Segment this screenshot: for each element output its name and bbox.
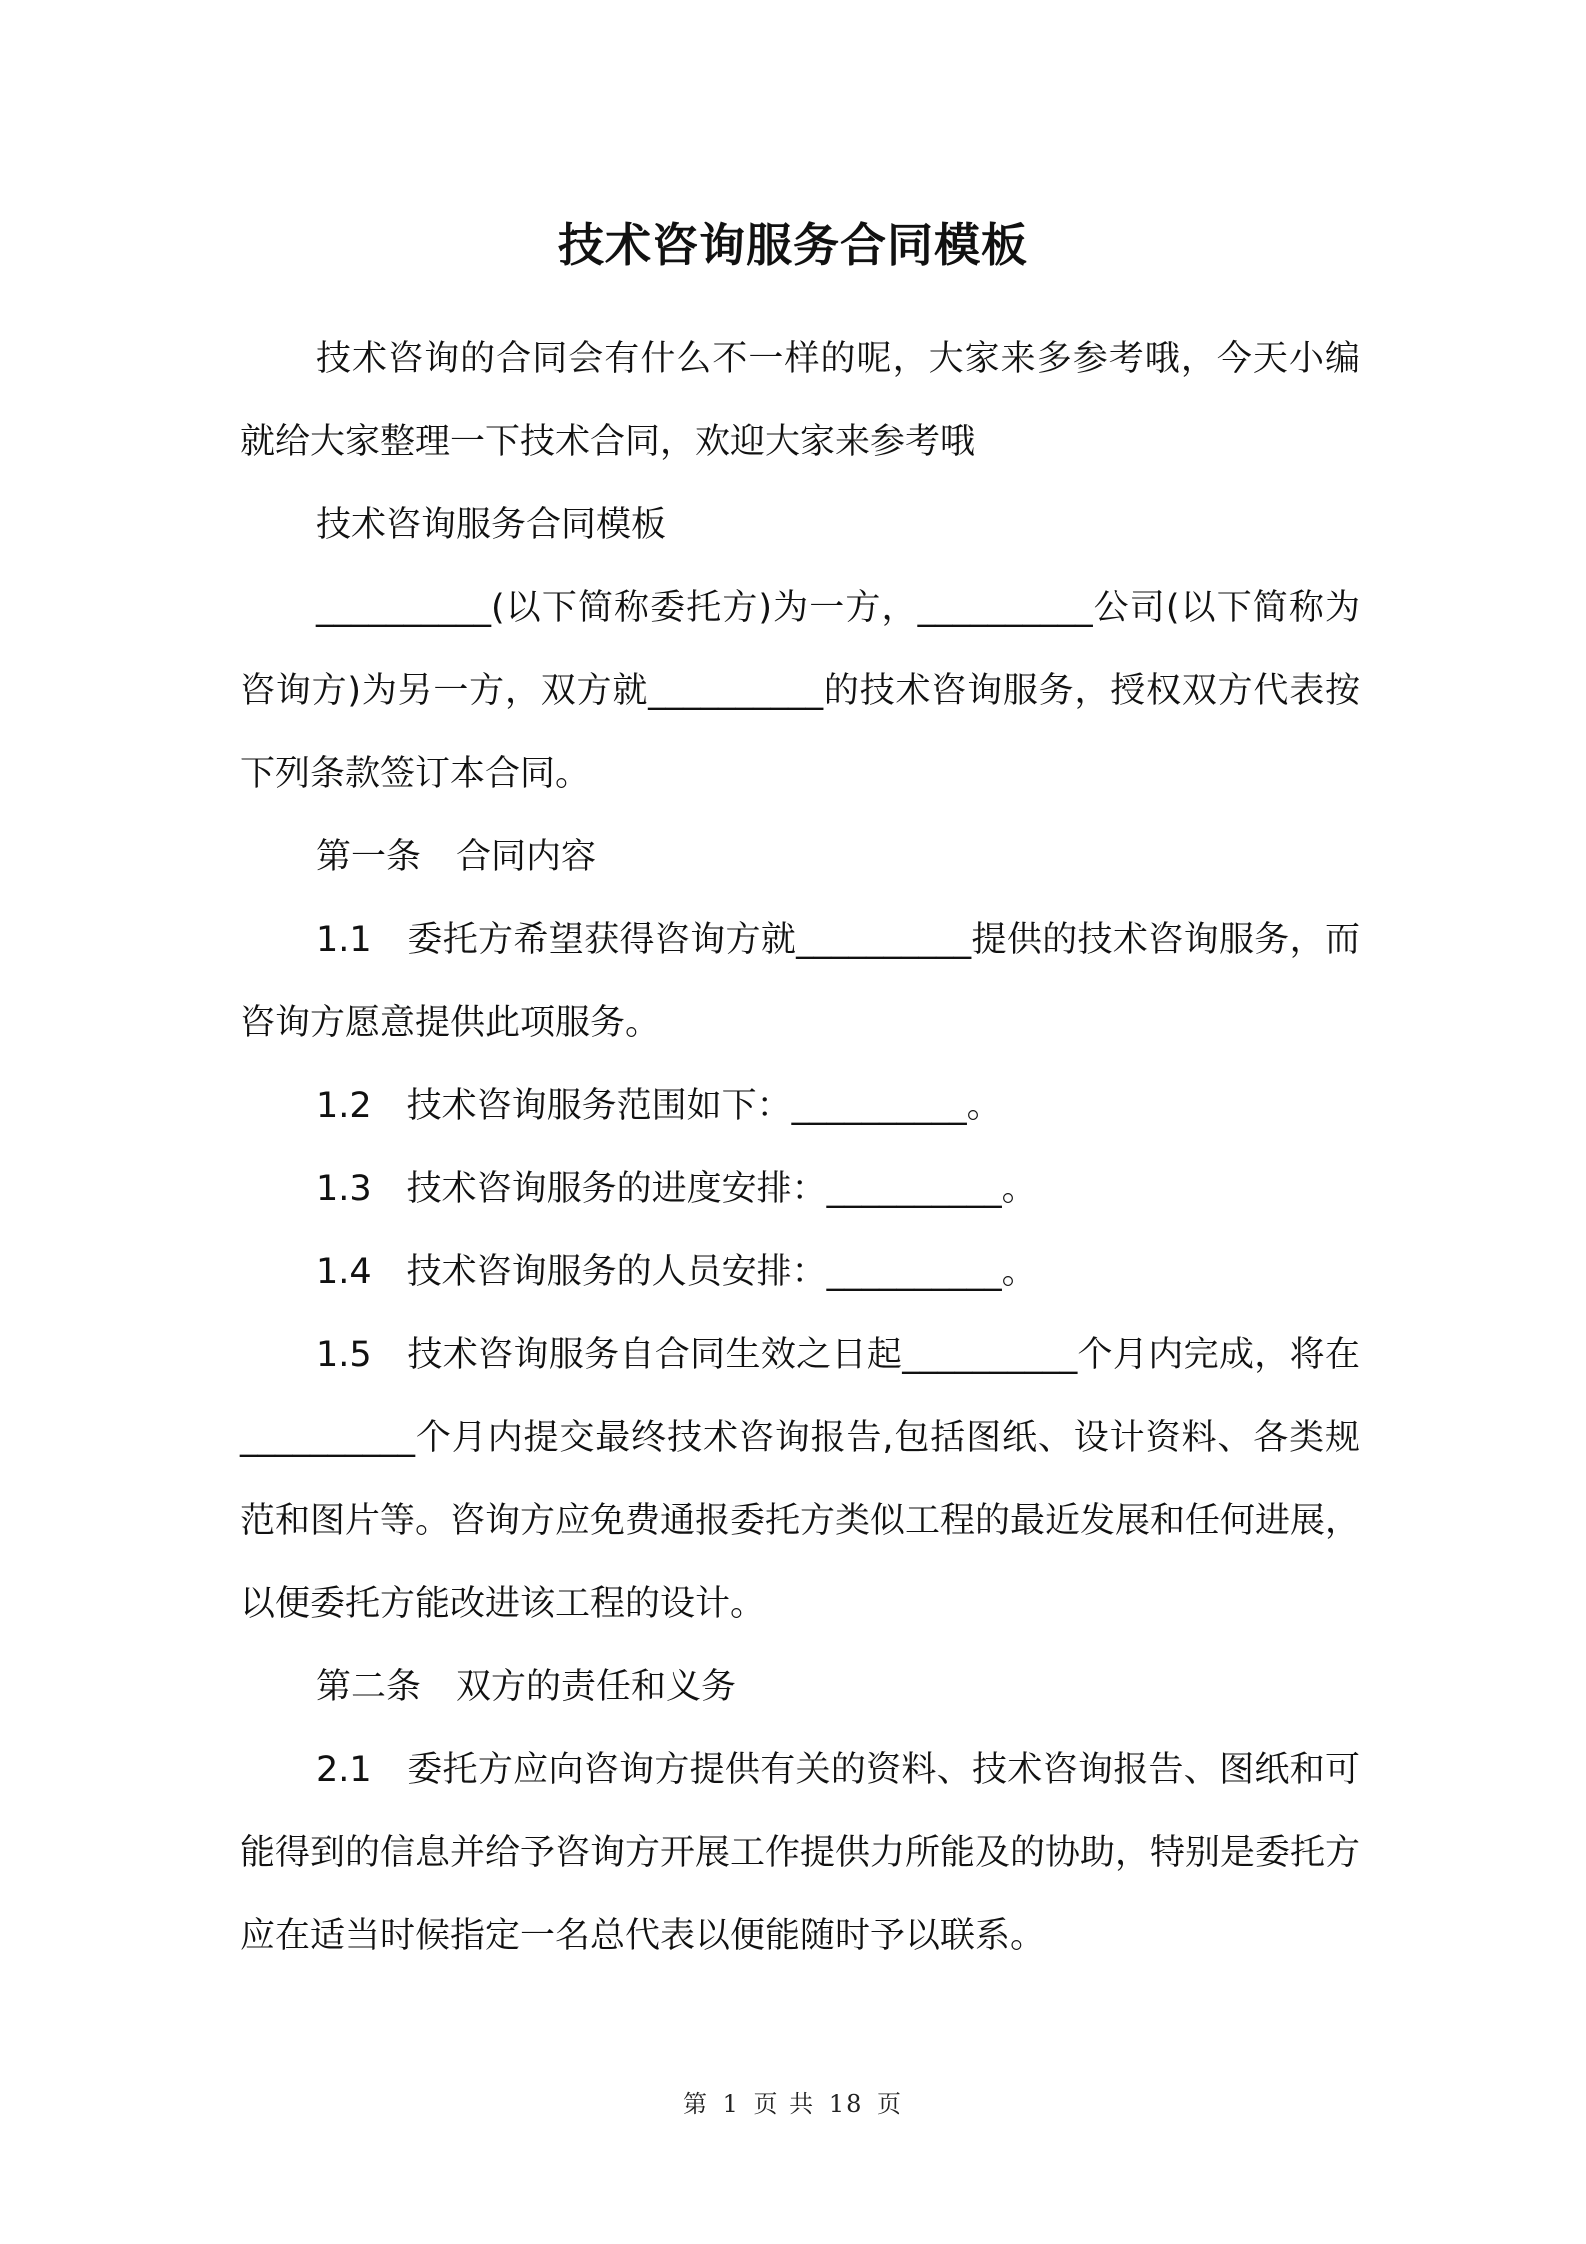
document-title: 技术咨询服务合同模板	[558, 218, 1028, 272]
clause-2-1: 2.1 委托方应向咨询方提供有关的资料、技术咨询报告、图纸和可能得到的信息并给予咨询方开展工作提供力所能及的协助，特别是委托方应在适当时候指定一名总代表以便能随时予以联系。	[240, 1750, 1361, 1956]
clause-1-2: 1.2 技术咨询服务范围如下：__________。	[316, 1086, 1002, 1126]
footer-current-page: 1	[722, 2090, 740, 2118]
footer-middle: 页 共	[753, 2090, 816, 2118]
footer-total-pages: 18	[828, 2090, 864, 2118]
footer-prefix: 第	[682, 2090, 709, 2118]
clause-1-1: 1.1 委托方希望获得咨询方就__________提供的技术咨询服务，而咨询方愿意提供此项服务。	[240, 920, 1360, 1043]
clause-1-5: 1.5 技术咨询服务自合同生效之日起__________个月内完成，将在__________个月内提交最终技术咨询报告,包括图纸、设计资料、各类规范和图片等。咨询方应免费通报委托方类似工程的最近发展和任何进展，以便委托方能改进该工程的设计。	[240, 1335, 1361, 1624]
footer-suffix: 页	[877, 2090, 904, 2118]
article-2-heading: 第二条 双方的责任和义务	[316, 1667, 737, 1707]
clause-1-4: 1.4 技术咨询服务的人员安排：__________。	[316, 1252, 1037, 1292]
parties-paragraph: __________(以下简称委托方)为一方，__________公司(以下简称为咨询方)为另一方，双方就__________的技术咨询服务，授权双方代表按下列条款签订本合同。	[240, 588, 1360, 794]
clause-1-3: 1.3 技术咨询服务的进度安排：__________。	[316, 1169, 1037, 1209]
contract-heading: 技术咨询服务合同模板	[316, 505, 667, 545]
page-footer	[0, 2088, 1586, 2120]
intro-paragraph: 技术咨询的合同会有什么不一样的呢，大家来多参考哦，今天小编就给大家整理一下技术合同，欢迎大家来参考哦	[240, 339, 1360, 462]
document-body	[240, 318, 1360, 1978]
article-1-heading: 第一条 合同内容	[316, 837, 597, 877]
